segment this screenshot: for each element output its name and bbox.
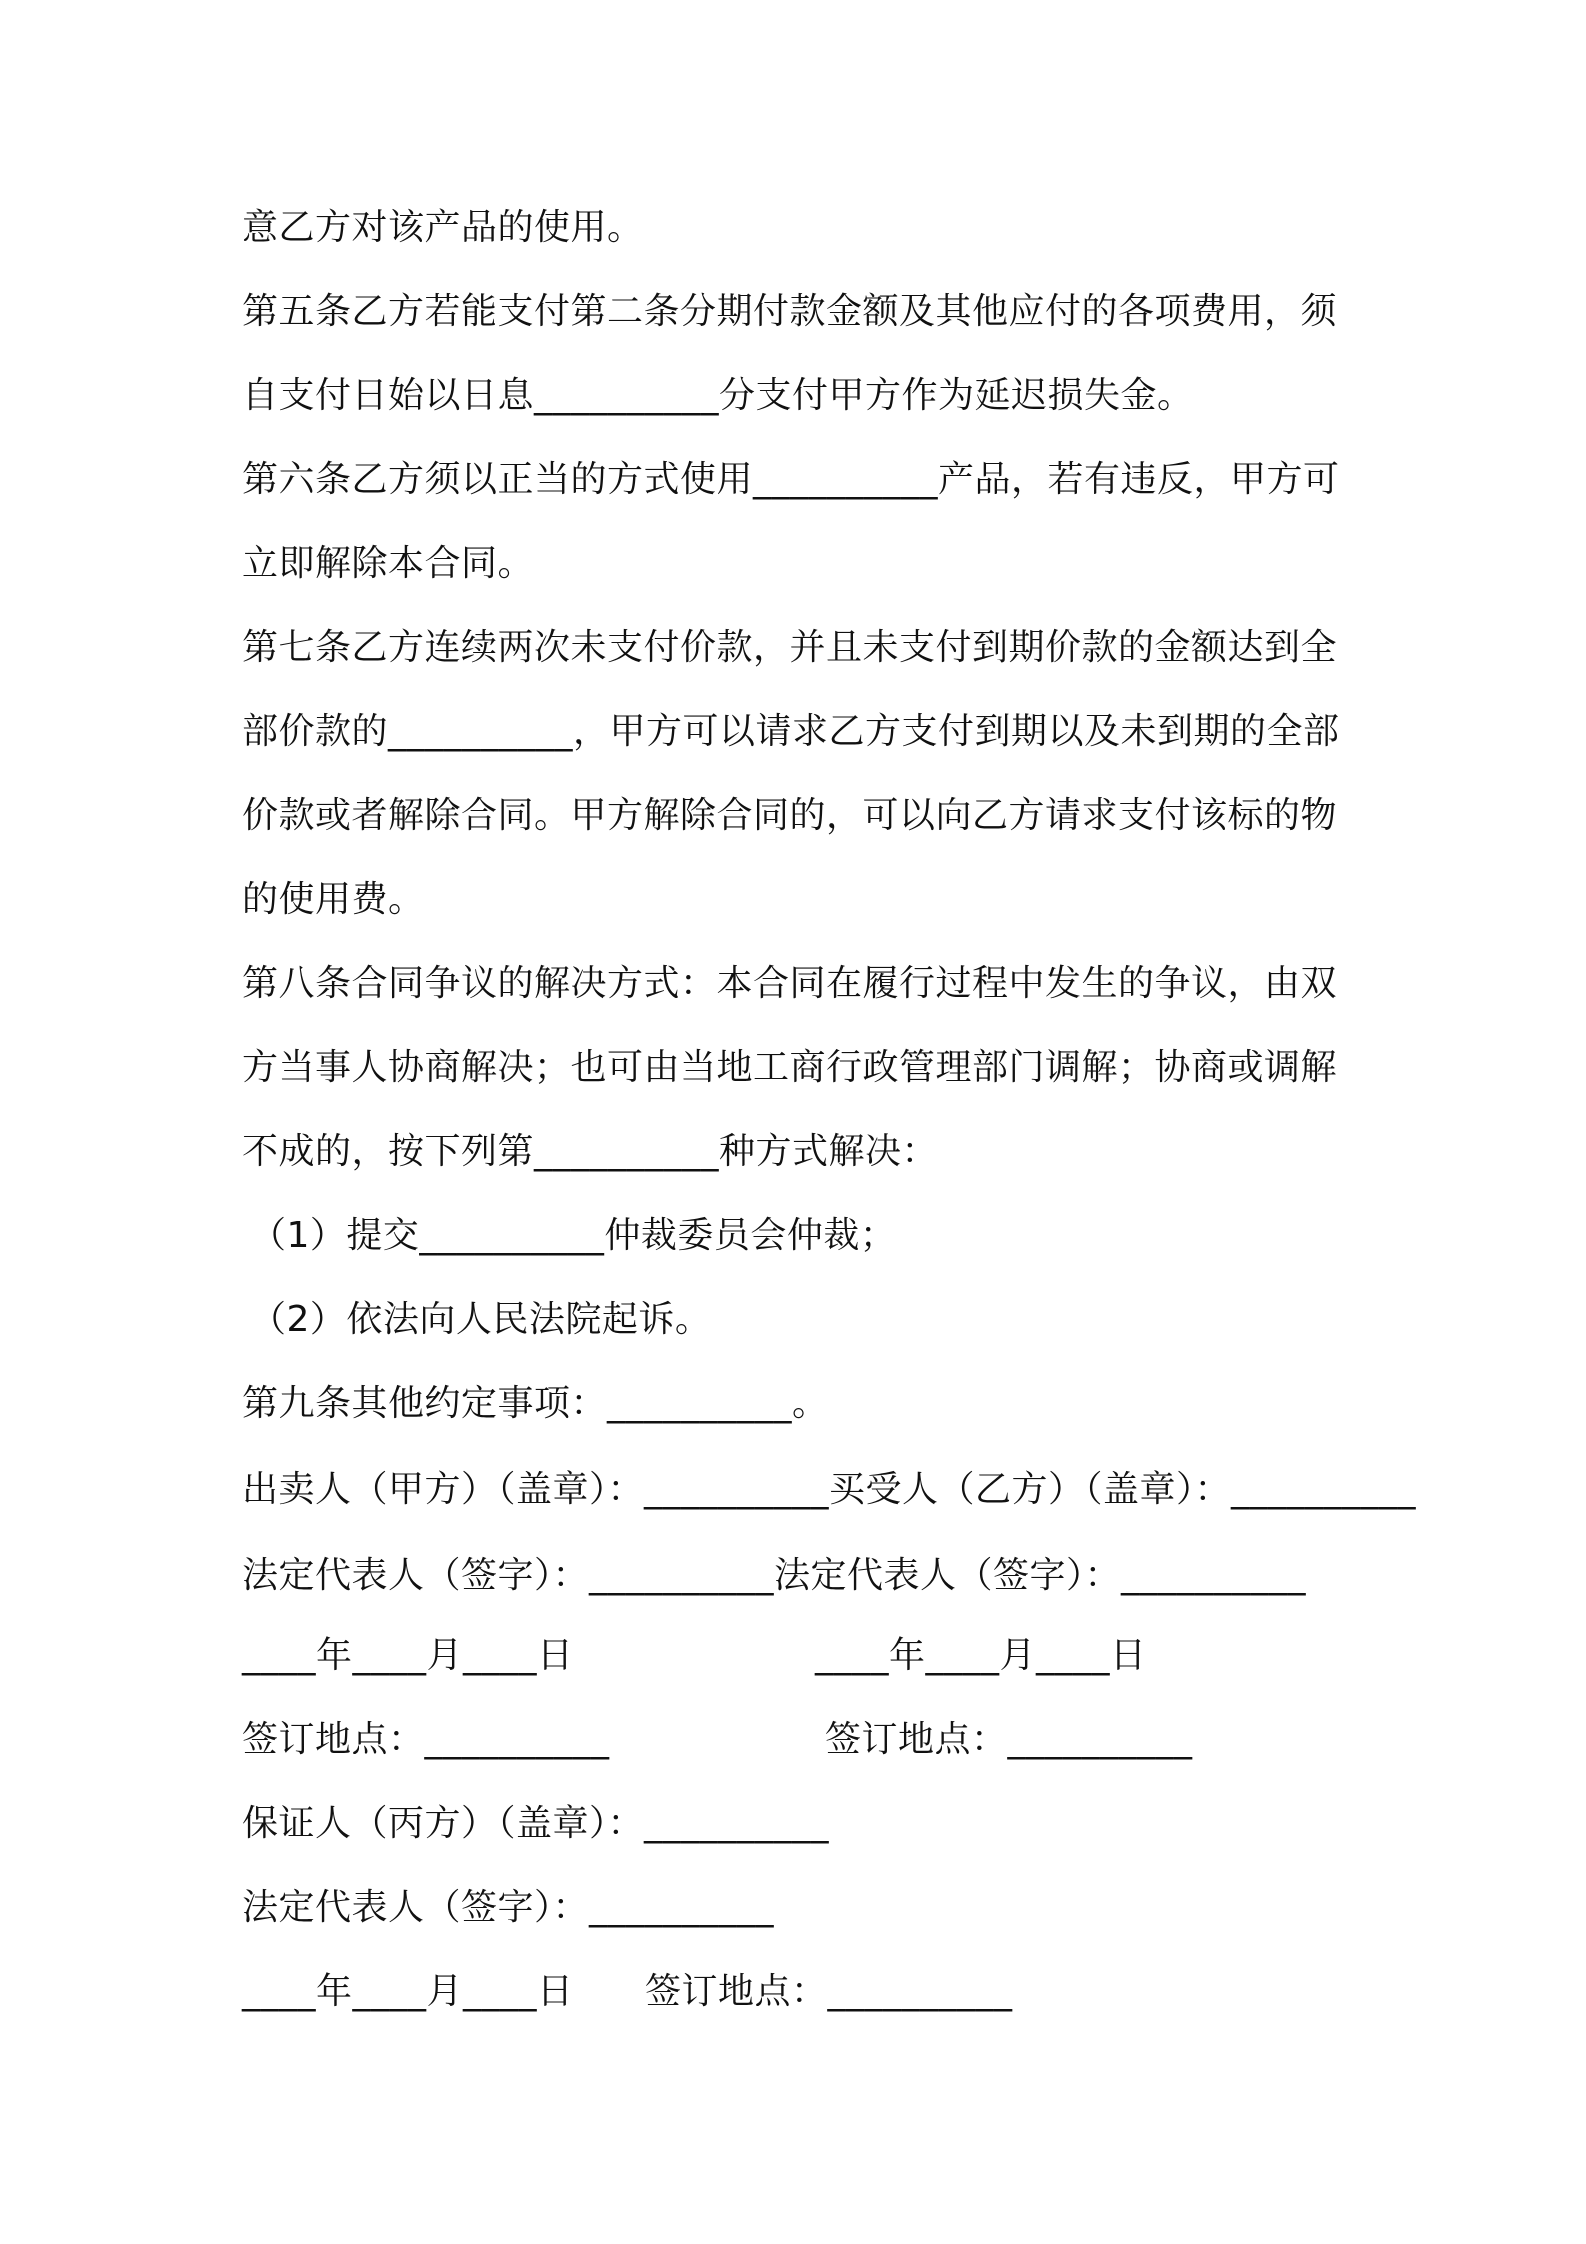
article-7-line-1: 第七条乙方连续两次未支付价款，并且未支付到期价款的金额达到全 bbox=[242, 627, 1338, 668]
article-6-line-2: 立即解除本合同。 bbox=[242, 543, 535, 584]
article-7-line-4: 的使用费。 bbox=[242, 879, 425, 920]
article-7-line-3: 价款或者解除合同。甲方解除合同的，可以向乙方请求支付该标的物 bbox=[242, 795, 1338, 836]
article-7-line-2: 部价款的__________，甲方可以请求乙方支付到期以及未到期的全部 bbox=[242, 711, 1340, 752]
option-2: （2）依法向人民法院起诉。 bbox=[250, 1299, 712, 1340]
article-6-line-1: 第六条乙方须以正当的方式使用__________产品，若有违反，甲方可 bbox=[242, 459, 1340, 500]
guarantor-signing-place: 签订地点：__________ bbox=[645, 1971, 1013, 2012]
article-5-line-2: 自支付日始以日息__________分支付甲方作为延迟损失金。 bbox=[242, 375, 1194, 416]
guarantor-seal-line: 保证人（丙方）（盖章）：__________ bbox=[242, 1803, 830, 1844]
text-line-1: 意乙方对该产品的使用。 bbox=[242, 207, 644, 248]
guarantor-rep-sign-line: 法定代表人（签字）：__________ bbox=[242, 1887, 775, 1928]
seller-buyer-seal-line: 出卖人（甲方）（盖章）：__________买受人（乙方）（盖章）：__________ bbox=[242, 1469, 1417, 1510]
article-8-line-3: 不成的，按下列第__________种方式解决： bbox=[242, 1131, 939, 1172]
article-8-line-2: 方当事人协商解决；也可由当地工商行政管理部门调解；协商或调解 bbox=[242, 1047, 1338, 1088]
signing-place-right: 签订地点：__________ bbox=[825, 1719, 1193, 1760]
date-left: ____年____月____日 bbox=[242, 1635, 574, 1676]
legal-rep-sign-line: 法定代表人（签字）：__________法定代表人（签字）：__________ bbox=[242, 1555, 1307, 1596]
date-right: ____年____月____日 bbox=[815, 1635, 1147, 1676]
article-9: 第九条其他约定事项：__________。 bbox=[242, 1383, 829, 1424]
option-1: （1）提交__________仲裁委员会仲裁； bbox=[250, 1215, 897, 1256]
article-8-line-1: 第八条合同争议的解决方式：本合同在履行过程中发生的争议，由双 bbox=[242, 963, 1338, 1004]
article-5-line-1: 第五条乙方若能支付第二条分期付款金额及其他应付的各项费用，须 bbox=[242, 291, 1338, 332]
guarantor-date: ____年____月____日 bbox=[242, 1971, 574, 2012]
signing-place-left: 签订地点：__________ bbox=[242, 1719, 610, 1760]
